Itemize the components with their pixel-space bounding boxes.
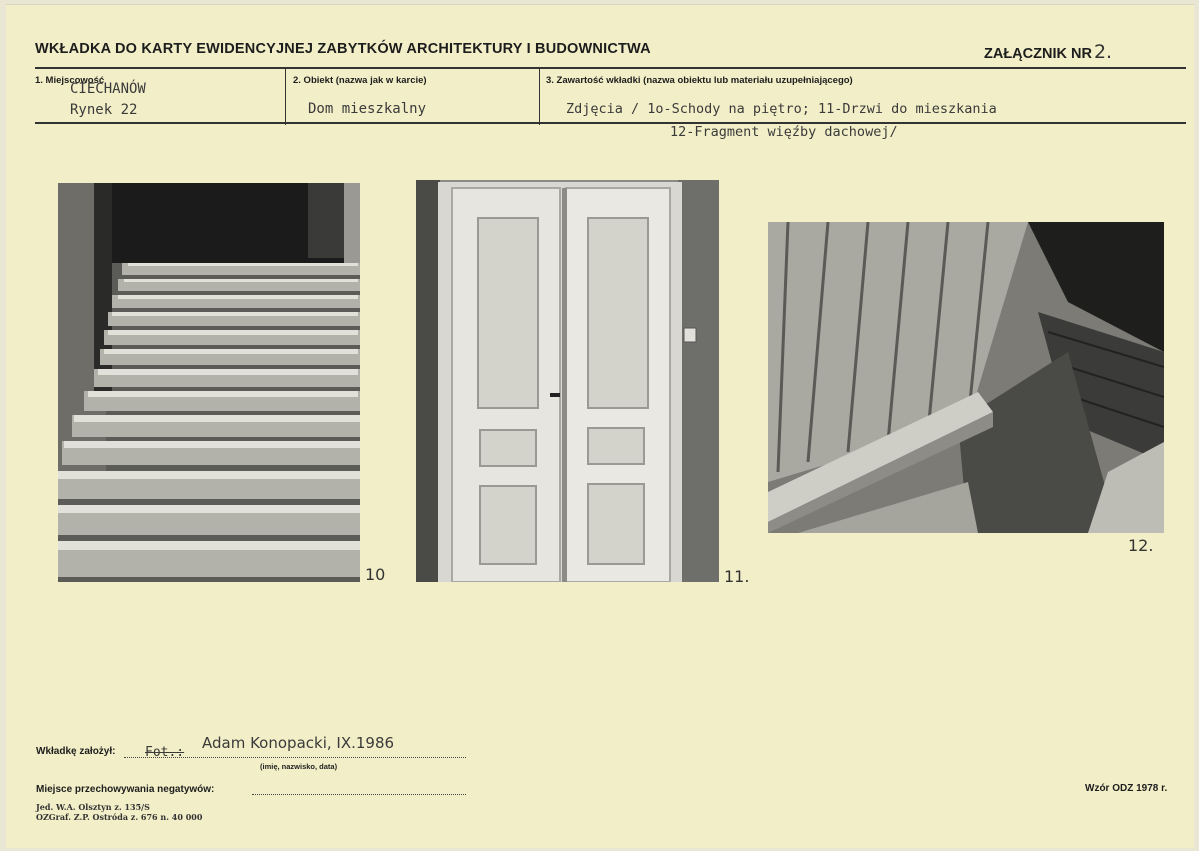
address-value: Rynek 22 xyxy=(70,102,138,118)
form-template-label: Wzór ODZ 1978 r. xyxy=(1085,783,1168,794)
bottom-rule xyxy=(35,122,1186,124)
created-by-hint: (imię, nazwisko, data) xyxy=(260,762,338,771)
column-divider xyxy=(285,69,286,125)
photo-roof-truss xyxy=(768,222,1164,533)
contents-value-continued: 12-Fragment więźby dachowej/ xyxy=(670,124,898,140)
negatives-storage-label: Miejsce przechowywania negatywów: xyxy=(36,784,215,795)
imprint-line: Jed. W.A. Olsztyn z. 135/S xyxy=(36,802,150,812)
column-divider xyxy=(539,69,540,125)
photo-door xyxy=(416,180,719,582)
negatives-storage-line xyxy=(252,794,466,795)
printer-imprint xyxy=(36,803,202,822)
annex-label: ZAŁĄCZNIK NR 2. xyxy=(984,41,1113,63)
created-by-value: Adam Konopacki, IX.1986 xyxy=(202,734,395,752)
struck-prefix: Fot.: xyxy=(145,745,185,760)
created-by-line xyxy=(124,757,466,758)
photo-number: 11. xyxy=(724,567,750,586)
form-title: WKŁADKA DO KARTY EWIDENCYJNEJ ZABYTKÓW ARCHITEKTURY I BUDOWNICTWA xyxy=(35,41,651,57)
photo-staircase xyxy=(58,183,360,582)
record-card xyxy=(6,4,1194,848)
staircase-image xyxy=(58,183,360,582)
top-rule xyxy=(35,67,1186,69)
roof-truss-image xyxy=(768,222,1164,533)
contents-label: 3. Zawartość wkładki (nazwa obiektu lub materiału uzupełniającego) xyxy=(546,75,853,86)
created-by-label: Wkładkę założył: xyxy=(36,746,116,757)
locality-value: CIECHANÓW xyxy=(70,81,146,97)
object-value: Dom mieszkalny xyxy=(308,101,427,117)
imprint-line: OZGraf. Z.P. Ostróda z. 676 n. 40 000 xyxy=(36,811,203,822)
photo-number: 12. xyxy=(1128,536,1154,555)
door-image xyxy=(416,180,719,582)
object-label: 2. Obiekt (nazwa jak w karcie) xyxy=(293,75,427,86)
annex-number: 2. xyxy=(1093,41,1113,63)
contents-value: Zdjęcia / 1o-Schody na piętro; 11-Drzwi do mieszkania xyxy=(566,101,997,117)
photo-number: 10 xyxy=(365,565,386,584)
locality-label: 1. Miejscowość xyxy=(35,75,105,86)
